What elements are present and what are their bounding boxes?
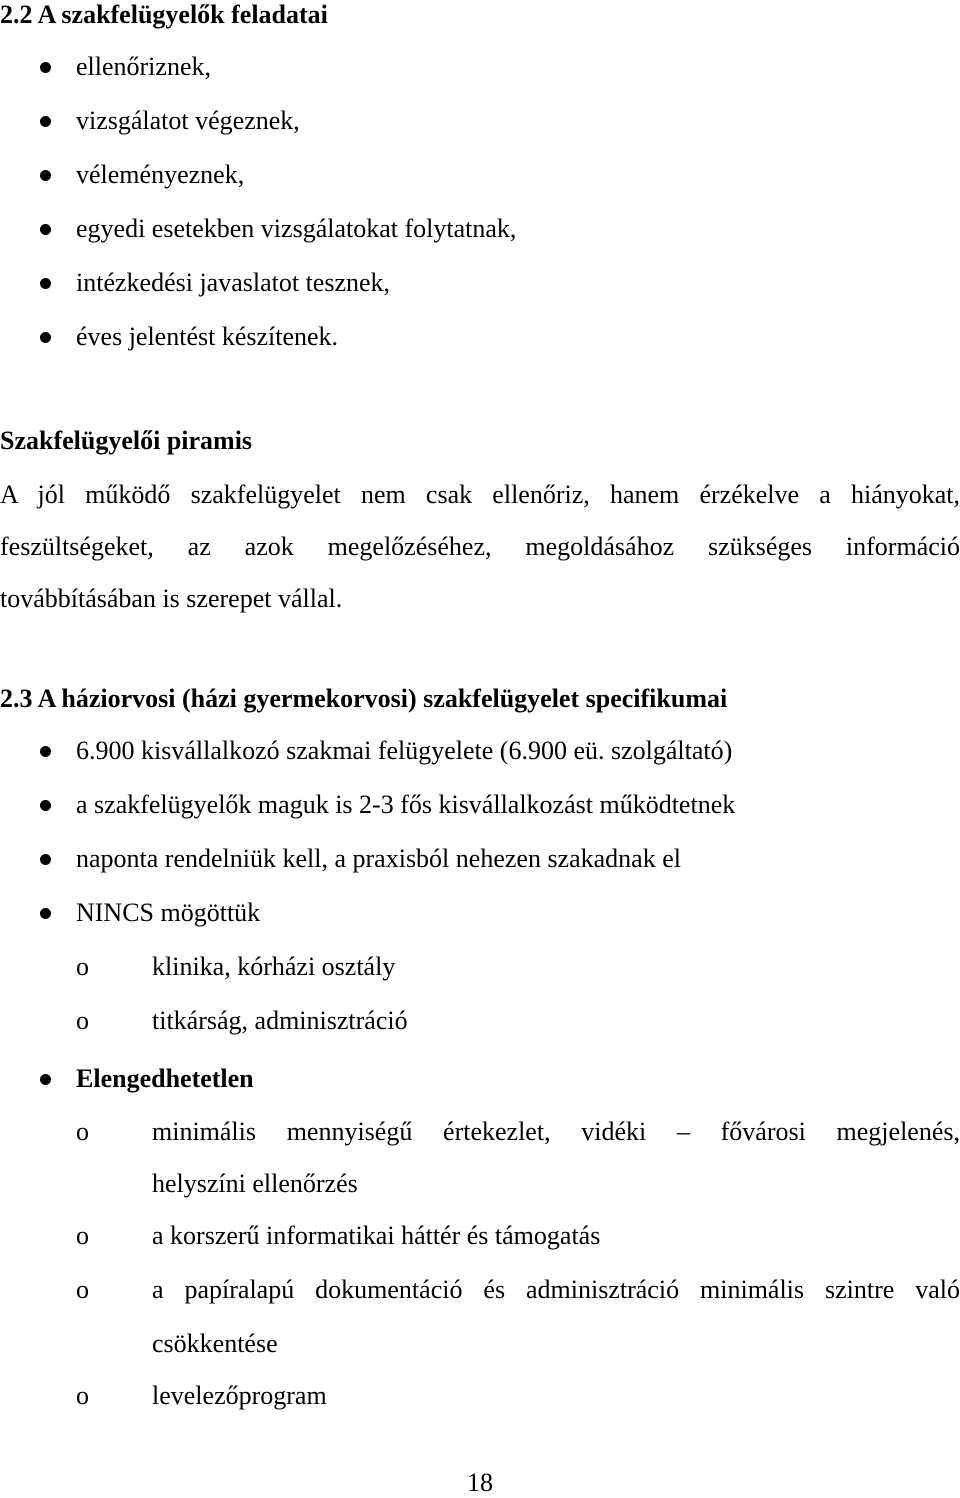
list-item: naponta rendelniük kell, a praxisból nehezen szakadnak el	[76, 844, 681, 873]
page-number: 18	[467, 1468, 493, 1497]
list-item: éves jelentést készítenek.	[76, 322, 339, 351]
bullet-icon	[40, 116, 51, 127]
sub-bullet-icon: o	[76, 1117, 89, 1146]
list-item: a szakfelügyelők maguk is 2-3 fős kisvállalkozást működtetnek	[76, 790, 736, 819]
list-item: intézkedési javaslatot tesznek,	[76, 268, 391, 297]
sub-bullet-icon: o	[76, 1221, 89, 1250]
sub-bullet-icon: o	[76, 1381, 89, 1410]
list-item: ellenőriznek,	[76, 52, 211, 81]
bullet-icon	[40, 224, 51, 235]
sub-list-item: a korszerű informatikai háttér és támogatás	[152, 1221, 601, 1250]
section-heading-2-3: 2.3 A háziorvosi (házi gyermekorvosi) szakfelügyelet specifikumai	[0, 684, 728, 713]
sub-list-item-continuation: helyszíni ellenőrzés	[152, 1169, 358, 1198]
sub-list-item-continuation: csökkentése	[152, 1329, 278, 1358]
bullet-icon	[40, 800, 51, 811]
bullet-icon	[40, 170, 51, 181]
paragraph-line: feszültségeket, az azok megelőzéséhez, megoldásához szükséges információ	[0, 532, 960, 561]
bullet-icon	[40, 1074, 51, 1085]
sub-list-item: klinika, kórházi osztály	[152, 952, 396, 981]
sub-bullet-icon: o	[76, 1006, 89, 1035]
sub-list-item: levelezőprogram	[152, 1381, 327, 1410]
section-heading-2-2: 2.2 A szakfelügyelők feladatai	[0, 0, 328, 29]
sub-bullet-icon: o	[76, 952, 89, 981]
bullet-icon	[40, 908, 51, 919]
list-item: véleményeznek,	[76, 160, 245, 189]
elengedhetetlen-label: Elengedhetetlen	[76, 1064, 254, 1093]
sub-list-item: a papíralapú dokumentáció és adminisztráció minimális szintre való	[152, 1275, 960, 1304]
list-item: NINCS mögöttük	[76, 898, 261, 927]
sub-list-item: minimális mennyiségű értekezlet, vidéki – fővárosi megjelenés,	[152, 1117, 960, 1146]
bullet-icon	[40, 746, 51, 757]
bullet-icon	[40, 332, 51, 343]
bullet-icon	[40, 278, 51, 289]
bullet-icon	[40, 62, 51, 73]
list-item: vizsgálatot végeznek,	[76, 106, 300, 135]
sub-bullet-icon: o	[76, 1275, 89, 1304]
list-item: egyedi esetekben vizsgálatokat folytatnak,	[76, 214, 517, 243]
list-item: 6.900 kisvállalkozó szakmai felügyelete (6.900 eü. szolgáltató)	[76, 736, 733, 765]
sub-list-item: titkárság, adminisztráció	[152, 1006, 408, 1035]
pyramid-heading: Szakfelügyelői piramis	[0, 426, 253, 455]
bullet-icon	[40, 854, 51, 865]
paragraph-line: A jól működő szakfelügyelet nem csak ellenőriz, hanem érzékelve a hiányokat,	[0, 480, 960, 509]
paragraph-line: továbbításában is szerepet vállal.	[0, 584, 343, 613]
